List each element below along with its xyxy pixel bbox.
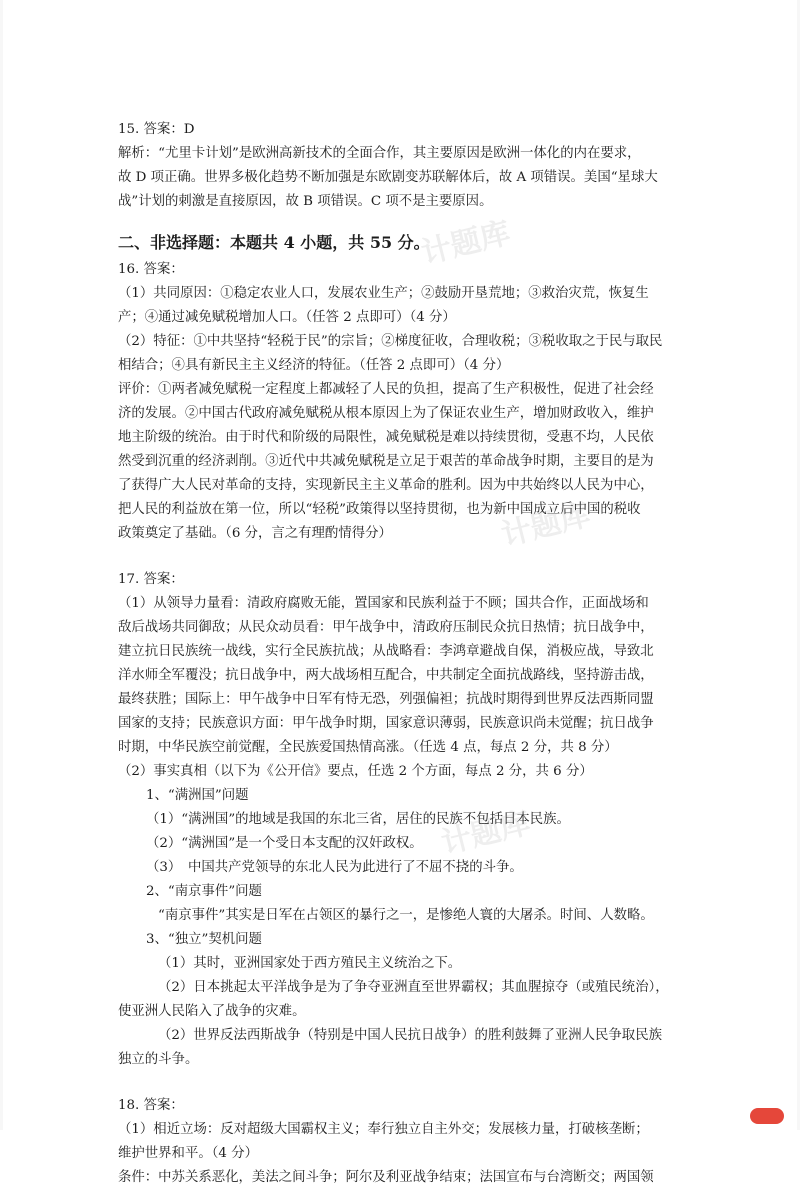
q17-line: 敌后战场共同御敌；从民众动员看：甲午战争中，清政府压制民众抗日热情；抗日战争中， xyxy=(118,620,654,635)
q18-line: （1）相近立场：反对超级大国霸权主义；奉行独立自主外交；发展核力量，打破核垄断； xyxy=(118,1122,649,1137)
watermark: 计题库 xyxy=(417,215,514,272)
q16-line: 政策奠定了基础。（6 分，言之有理酌情得分） xyxy=(118,526,392,541)
q17-item2-title: 2、“南京事件”问题 xyxy=(146,884,262,899)
q17-line: 建立抗日民族统一战线，实行全民族抗战；从战略看：李鸿章避战自保，消极应战，导致北 xyxy=(118,644,654,659)
q16-line: 地主阶级的统治。由于时代和阶级的局限性，减免赋税是难以持续贯彻，受惠不均，人民依 xyxy=(118,430,654,445)
q17-item1-line: （1）“满洲国”的地域是我国的东北三省，居住的民族不包括日本民族。 xyxy=(146,812,570,827)
q15-answer: 15. 答案：D xyxy=(118,122,195,137)
q17-line: 最终获胜；国际上：甲午战争中日军有恃无恐，列强偏袒；抗战时期得到世界反法西斯同盟 xyxy=(118,692,654,707)
q16-line: 了获得广大人民对革命的支持，实现新民主主义革命的胜利。因为中共始终以人民为中心， xyxy=(118,478,654,493)
answer-sheet xyxy=(118,118,693,1190)
q17-item3-line: 独立的斗争。 xyxy=(118,1052,199,1067)
q17-part2-title: （2）事实真相（以下为《公开信》要点，任选 2 个方面，每点 2 分，共 6 分） xyxy=(118,764,593,779)
q17-line: 国家的支持；民族意识方面：甲午战争时期，国家意识薄弱，民族意识尚未觉醒；抗日战争 xyxy=(118,716,654,731)
q17-item3-title: 3、“独立”契机问题 xyxy=(146,932,262,947)
q15-analysis-line: 故 D 项正确。世界多极化趋势不断加强是东欧剧变苏联解体后，故 A 项错误。美国“星球大 xyxy=(118,170,658,185)
q15-analysis-line: 解析：“尤里卡计划”是欧洲高新技术的全面合作，其主要原因是欧洲一体化的内在要求， xyxy=(118,146,641,161)
q17-item1-title: 1、“满洲国”问题 xyxy=(146,788,249,803)
q17-item2-line: “南京事件”其实是日军在占领区的暴行之一，是惨绝人寰的大屠杀。时间、人数略。 xyxy=(158,908,654,923)
section-title: 二、非选择题：本题共 4 小题，共 55 分。 xyxy=(118,233,430,252)
q16-line: 相结合；④具有新民主主义经济的特征。（任答 2 点即可）（4 分） xyxy=(118,358,510,373)
q17-item1-line: （2）“满洲国”是一个受日本支配的汉奸政权。 xyxy=(146,836,423,851)
q17-item1-line: （3） 中国共产党领导的东北人民为此进行了不屈不挠的斗争。 xyxy=(146,860,523,875)
scan-edge xyxy=(0,0,3,1130)
q18-line: 维护世界和平。（4 分） xyxy=(118,1146,258,1161)
q18-answer: 18. 答案： xyxy=(118,1098,184,1113)
q16-line: （1）共同原因：①稳定农业人口，发展农业生产；②鼓励开垦荒地；③救治灾荒，恢复生 xyxy=(118,286,649,301)
q15-analysis-line: 战”计划的刺激是直接原因，故 B 项错误。C 项不是主要原因。 xyxy=(118,194,493,209)
q16-line: 把人民的利益放在第一位，所以“轻税”政策得以坚持贯彻，也为新中国成立后中国的税收 xyxy=(118,502,641,517)
q16-line: 评价：①两者减免赋税一定程度上都减轻了人民的负担，提高了生产积极性，促进了社会经 xyxy=(118,382,654,397)
q16-line: 产；④通过减免赋税增加人口。（任答 2 点即可）（4 分） xyxy=(118,310,456,325)
q17-line: 时期，中华民族空前觉醒，全民族爱国热情高涨。（任选 4 点，每点 2 分，共 8 分） xyxy=(118,740,618,755)
q17-item3-line: 使亚洲人民陷入了战争的灾难。 xyxy=(118,1004,306,1019)
q16-line: （2）特征：①中共坚持“轻税于民”的宗旨；②梯度征收，合理收税；③税收取之于民与取民 xyxy=(118,334,663,349)
q17-line: 洋水师全军覆没；抗日战争中，两大战场相互配合，中共制定全面抗战路线，坚持游击战， xyxy=(118,668,654,683)
q17-item3-line: （2）日本挑起太平洋战争是为了争夺亚洲直至世界霸权；其血腥掠夺（或殖民统治）， xyxy=(158,980,669,995)
q17-answer: 17. 答案： xyxy=(118,572,184,587)
q17-item3-line: （2）世界反法西斯战争（特别是中国人民抗日战争）的胜利鼓舞了亚洲人民争取民族 xyxy=(158,1028,662,1043)
q17-item3-line: （1）其时，亚洲国家处于西方殖民主义统治之下。 xyxy=(158,956,462,971)
q17-line: （1）从领导力量看：清政府腐败无能，置国家和民族利益于不顾；国共合作，正面战场和 xyxy=(118,596,649,611)
q16-line: 济的发展。②中国古代政府减免赋税从根本原因上为了保证农业生产，增加财政收入，维护 xyxy=(118,406,654,421)
watermark: 计题库 xyxy=(437,805,534,862)
corner-badge[interactable] xyxy=(750,1108,784,1124)
q18-line: 条件：中苏关系恶化，美法之间斗争；阿尔及利亚战争结束；法国宣布与台湾断交；两国领 xyxy=(118,1170,654,1185)
watermark: 计题库 xyxy=(497,497,594,554)
q16-line: 然受到沉重的经济剥削。③近代中共减免赋税是立足于艰苦的革命战争时期，主要目的是为 xyxy=(118,454,654,469)
q16-answer: 16. 答案： xyxy=(118,262,184,277)
